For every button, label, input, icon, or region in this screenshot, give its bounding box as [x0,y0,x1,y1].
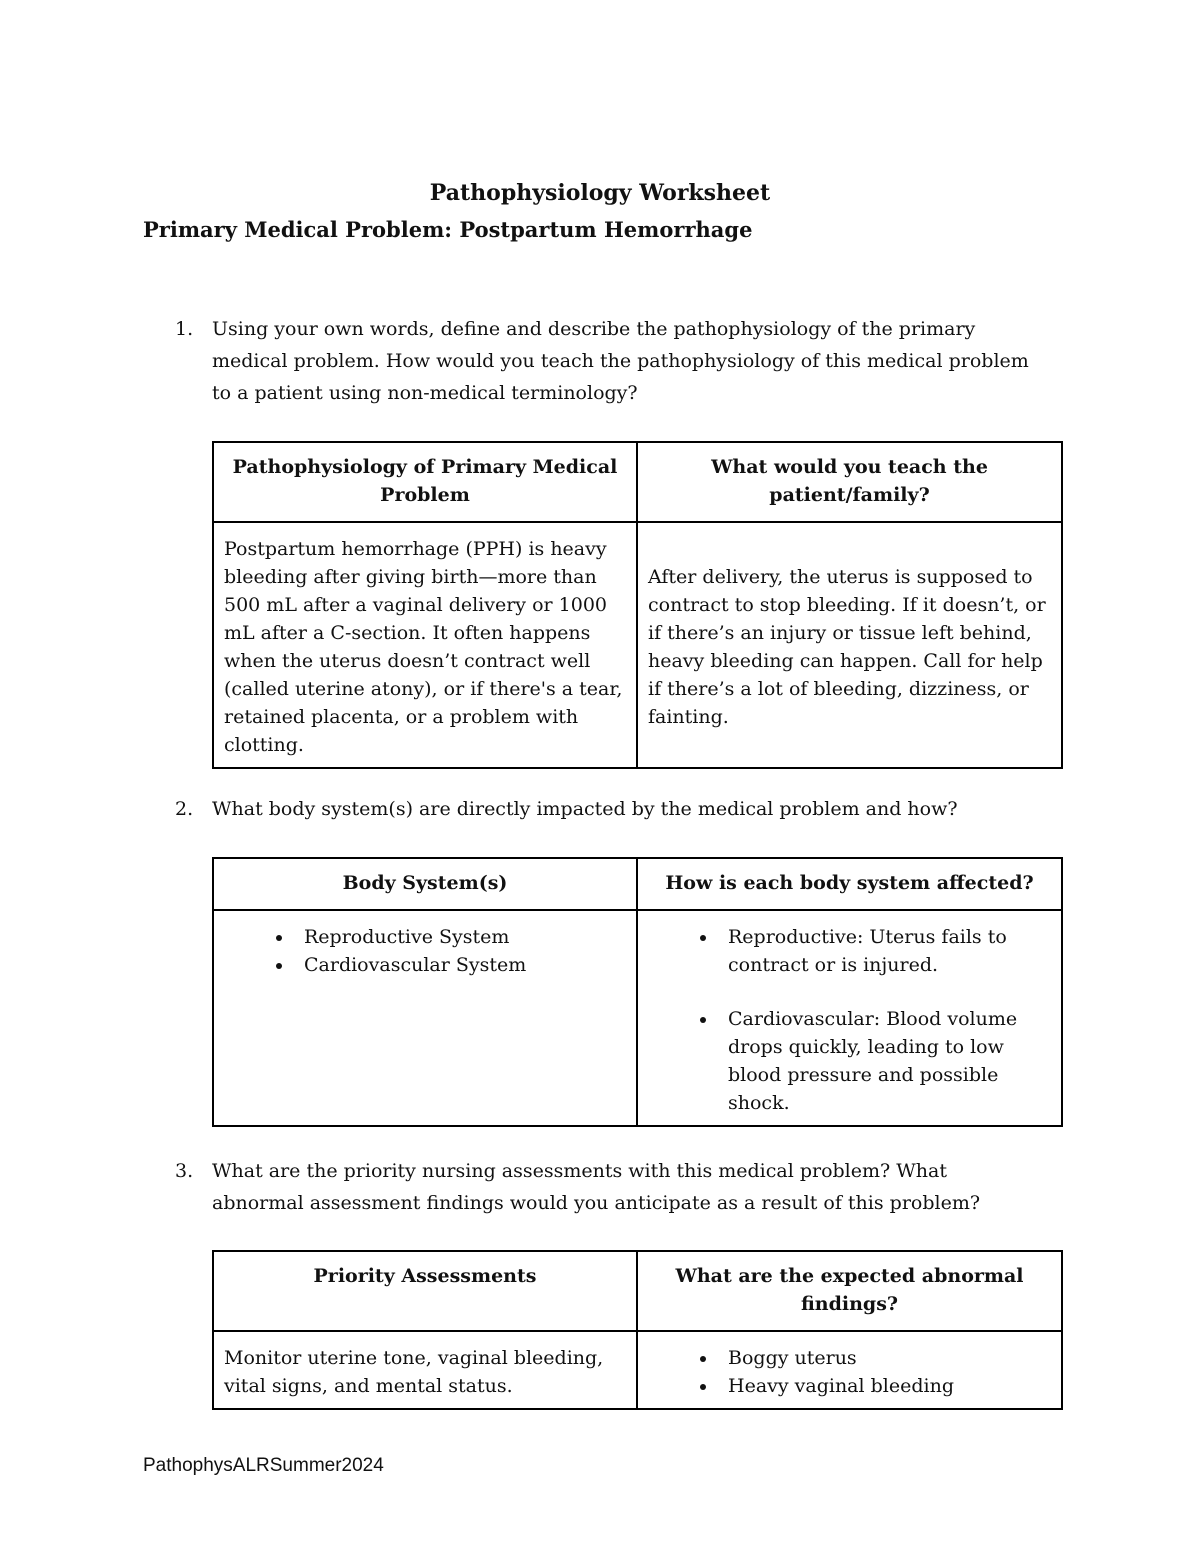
column-header-body-systems: Body System(s) [213,858,637,910]
body-systems-table [212,857,1063,1127]
pathophysiology-table [212,441,1063,769]
document-footer: PathophysALRSummer2024 [143,1455,384,1476]
column-header-priority-assessments: Priority Assessments [213,1251,637,1331]
list-item: • Reproductive: Uterus fails to contract or is injured. [718,923,1051,979]
pathophysiology-cell: Postpartum hemorrhage (PPH) is heavy bleeding after giving birth—more than 500 mL after a vaginal delivery or 1000 mL after a C-section. It often happens when the uterus doesn’t contract well (called uterine atony), or if there's a tear, retained placenta, or a problem with clotting. [213,522,637,768]
question-text: What body system(s) are directly impacted by the medical problem and how? [212,798,958,820]
list-item: • Boggy uterus [718,1344,1051,1372]
primary-problem-heading: Primary Medical Problem: Postpartum Hemorrhage [143,217,753,242]
table-header-row [213,442,1062,522]
effects-cell [637,910,1062,1126]
teaching-cell: After delivery, the uterus is supposed to contract to stop bleeding. If it doesn’t, or if there’s an injury or tissue left behind, heavy bleeding can happen. Call for help if there’s a lot of bleeding, dizziness, or fainting. [637,522,1062,768]
assessments-cell: Monitor uterine tone, vaginal bleeding, vital signs, and mental status. [213,1331,637,1409]
list-item: • Heavy vaginal bleeding [718,1372,1051,1400]
column-header-teach: What would you teach the patient/family? [637,442,1062,522]
question-number: 1. [175,318,194,340]
table-row [213,910,1062,1126]
body-systems-list [224,923,626,979]
question-text: What are the priority nursing assessments with this medical problem? What abnormal assessment findings would you anticipate as a result of this problem? [212,1160,981,1214]
table-header-row [213,1251,1062,1331]
question-number: 3. [175,1160,194,1182]
list-item: • Cardiovascular System [294,951,626,979]
question-1 [175,313,1035,409]
table-row [213,1331,1062,1409]
question-2 [175,793,1035,825]
body-systems-cell [213,910,637,1126]
table-row [213,522,1062,768]
question-3 [175,1155,1035,1219]
worksheet-title: Pathophysiology Worksheet [429,180,771,206]
column-header-effects: How is each body system affected? [637,858,1062,910]
list-item: • Cardiovascular: Blood volume drops quickly, leading to low blood pressure and possible shock. [718,1005,1051,1117]
table-header-row [213,858,1062,910]
question-text: Using your own words, define and describe the pathophysiology of the primary medical problem. How would you teach the pathophysiology of this medical problem to a patient using non-medical terminology? [212,318,1029,404]
effects-list [648,923,1051,1117]
column-header-abnormal-findings: What are the expected abnormal findings? [637,1251,1062,1331]
column-header-pathophysiology: Pathophysiology of Primary Medical Problem [213,442,637,522]
findings-list [648,1344,1051,1400]
question-number: 2. [175,798,194,820]
list-item: • Reproductive System [294,923,626,951]
assessments-table [212,1250,1063,1410]
findings-cell [637,1331,1062,1409]
